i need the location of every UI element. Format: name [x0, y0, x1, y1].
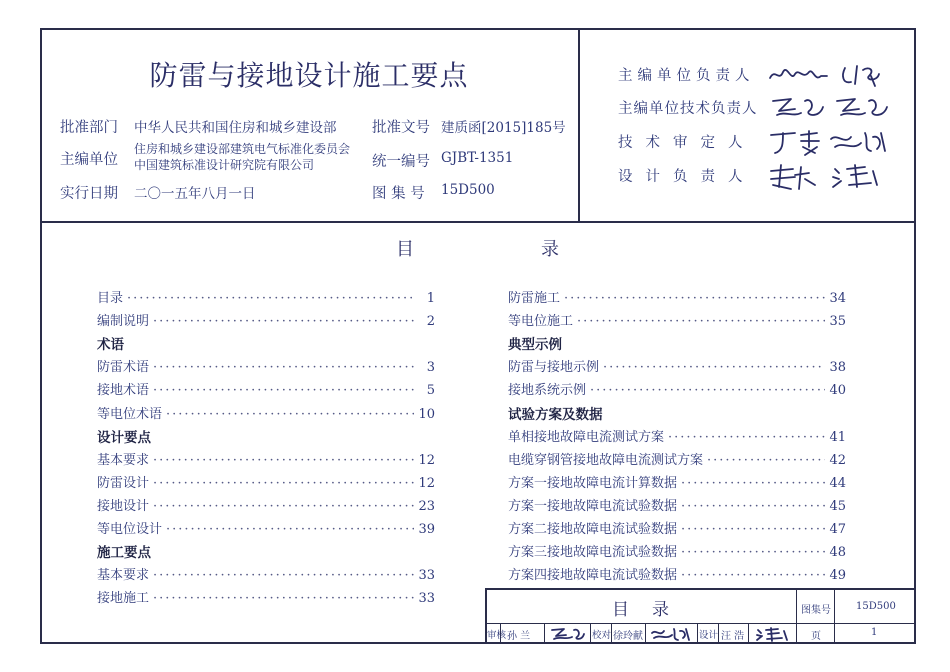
tb-sep: [697, 623, 698, 644]
toc-entry-page: 12: [418, 475, 435, 491]
toc-entry-label: 防雷设计: [97, 475, 150, 491]
toc-section-heading: 试验方案及数据: [508, 406, 603, 423]
toc-entry-label: 基本要求: [97, 568, 150, 584]
toc-section-heading: 术语: [97, 337, 124, 354]
tb-page-value: 1: [871, 627, 878, 638]
toc-leader-dots: [153, 383, 415, 398]
toc-section-heading: 典型示例: [508, 337, 562, 354]
tb-check-signature: [648, 625, 696, 643]
toc-entry-label: 单相接地故障电流测试方案: [508, 429, 665, 445]
approval-doc-value: 建质函[2015]185号: [441, 120, 566, 136]
toc-entry[interactable]: [97, 356, 435, 374]
toc-entry[interactable]: [508, 356, 846, 374]
editor-value-line1: 住房和城乡建设部建筑电气标准化委员会: [134, 142, 351, 156]
tb-sep: [645, 623, 646, 644]
toc-entry[interactable]: [508, 310, 846, 328]
toc-entry-page: 12: [418, 452, 435, 468]
toc-leader-dots: [153, 476, 414, 491]
toc-entry[interactable]: [508, 541, 846, 559]
toc-entry[interactable]: [508, 518, 846, 536]
atlas-no-label: 图 集 号: [372, 186, 425, 202]
titleblock-mid-border: [485, 623, 916, 624]
approval-doc-label: 批准文号: [372, 120, 430, 136]
toc-entry-page: 48: [829, 545, 846, 561]
tb-page-label: 页: [811, 631, 821, 642]
role-tech-reviewer: 技术审定人: [618, 135, 756, 151]
toc-entry-page: 1: [426, 291, 435, 306]
titleblock-divider-2: [834, 588, 835, 644]
signature-tech-reviewer: [765, 127, 895, 159]
toc-entry-label: 等电位施工: [508, 314, 574, 330]
editor-label: 主编单位: [60, 152, 118, 168]
toc-entry[interactable]: [508, 379, 846, 397]
titleblock-title-left: 目: [612, 600, 629, 620]
approval-dept-value: 中华人民共和国住房和城乡建设部: [134, 120, 337, 136]
page-title: 防雷与接地设计施工要点: [149, 59, 469, 92]
toc-entry-label: 方案二接地故障电流试验数据: [508, 522, 678, 537]
toc-entry-label: 等电位设计: [97, 522, 163, 537]
header-divider-horizontal: [40, 221, 916, 223]
toc-entry-page: 40: [829, 383, 846, 399]
toc-entry-page: 42: [829, 452, 846, 468]
toc-leader-dots: [668, 430, 825, 445]
tb-design-signature: [754, 625, 794, 643]
tb-design-name: 汪 浩: [721, 631, 745, 642]
toc-entry-label: 防雷施工: [508, 291, 561, 306]
toc-entry-label: 防雷与接地示例: [508, 360, 600, 376]
toc-entry[interactable]: [97, 287, 435, 305]
toc-entry-page: 3: [426, 360, 435, 376]
toc-entry-page: 5: [426, 383, 435, 399]
toc-entry[interactable]: [508, 449, 846, 467]
toc-entry[interactable]: [508, 472, 846, 490]
toc-leader-dots: [153, 499, 414, 514]
editor-value-line2: 中国建筑标准设计研究院有限公司: [134, 158, 315, 172]
toc-entry-page: 38: [829, 360, 846, 376]
toc-leader-dots: [153, 591, 414, 606]
toc-entry[interactable]: [508, 426, 846, 444]
role-chief-unit-leader: 主编单位负责人: [618, 68, 755, 84]
toc-heading-right: 录: [541, 239, 559, 260]
toc-entry-page: 34: [829, 291, 846, 306]
approval-dept-label: 批准部门: [60, 120, 118, 136]
tb-sep: [590, 623, 591, 644]
toc-leader-dots: [681, 499, 825, 514]
toc-entry[interactable]: [97, 449, 435, 467]
toc-heading-left: 目: [396, 239, 414, 260]
toc-entry-label: 接地施工: [97, 591, 150, 607]
toc-leader-dots: [577, 314, 825, 329]
toc-entry-label: 方案一接地故障电流试验数据: [508, 498, 678, 514]
toc-entry-page: 47: [829, 522, 846, 537]
unified-no-value: GJBT-1351: [441, 150, 514, 166]
tb-check-label: 校对: [592, 630, 612, 641]
tb-review-name: 孙 兰: [507, 631, 531, 642]
signature-chief-unit-tech-leader: [765, 93, 895, 125]
toc-leader-dots: [564, 291, 825, 306]
titleblock-atlas-label: 图集号: [801, 605, 831, 616]
toc-entry-page: 23: [418, 498, 435, 514]
toc-entry-page: 35: [829, 314, 846, 330]
toc-leader-dots: [590, 383, 825, 398]
toc-entry-label: 接地设计: [97, 498, 150, 514]
toc-entry[interactable]: [97, 564, 435, 582]
titleblock-title-right: 录: [652, 600, 669, 620]
toc-leader-dots: [681, 476, 825, 491]
toc-leader-dots: [153, 360, 415, 375]
toc-leader-dots: [127, 291, 415, 306]
toc-entry-page: 44: [829, 475, 846, 491]
toc-leader-dots: [681, 522, 825, 537]
toc-entry[interactable]: [97, 403, 435, 421]
tb-review-label: 审核: [487, 630, 507, 641]
toc-entry-page: 41: [829, 429, 846, 445]
toc-leader-dots: [707, 453, 825, 468]
toc-entry-label: 编制说明: [97, 314, 150, 330]
toc-entry-label: 方案四接地故障电流试验数据: [508, 568, 678, 584]
toc-leader-dots: [166, 522, 414, 537]
toc-entry[interactable]: [97, 379, 435, 397]
tb-sep: [544, 623, 545, 644]
effective-date-value: 二〇一五年八月一日: [134, 186, 256, 202]
toc-entry-label: 电缆穿钢管接地故障电流测试方案: [508, 452, 704, 468]
toc-entry-label: 防雷术语: [97, 360, 150, 376]
toc-leader-dots: [153, 568, 414, 583]
toc-entry[interactable]: [97, 495, 435, 513]
toc-entry-page: 10: [418, 406, 435, 422]
tb-design-label: 设计: [699, 630, 719, 641]
toc-section-heading: 施工要点: [97, 545, 151, 562]
titleblock-top-border: [485, 588, 916, 590]
toc-entry[interactable]: [97, 472, 435, 490]
toc-entry-page: 49: [829, 568, 846, 584]
toc-leader-dots: [153, 453, 414, 468]
toc-entry[interactable]: [508, 495, 846, 513]
tb-check-name: 徐玲献: [613, 631, 643, 642]
atlas-no-value: 15D500: [441, 182, 495, 198]
toc-leader-dots: [681, 545, 825, 560]
tb-sep: [748, 623, 749, 644]
toc-entry[interactable]: [508, 564, 846, 582]
toc-leader-dots: [166, 407, 414, 422]
unified-no-label: 统一编号: [372, 154, 430, 170]
effective-date-label: 实行日期: [60, 186, 118, 202]
toc-entry-label: 接地系统示例: [508, 383, 587, 399]
toc-entry-page: 45: [829, 498, 846, 514]
toc-entry[interactable]: [97, 518, 435, 536]
tb-review-signature: [548, 625, 588, 643]
toc-entry-page: 2: [426, 314, 435, 330]
toc-leader-dots: [603, 360, 825, 375]
tb-sep: [611, 623, 612, 644]
signature-chief-unit-leader: [765, 60, 895, 90]
toc-entry-page: 33: [418, 591, 435, 607]
toc-entry-label: 方案三接地故障电流试验数据: [508, 545, 678, 561]
toc-leader-dots: [153, 314, 415, 329]
toc-section-heading: 设计要点: [97, 429, 151, 446]
titleblock-divider-1: [796, 588, 797, 644]
toc-entry-label: 方案一接地故障电流计算数据: [508, 475, 678, 491]
toc-entry[interactable]: [97, 310, 435, 328]
toc-entry-label: 目录: [97, 291, 124, 306]
signature-design-leader: [765, 161, 895, 193]
role-chief-unit-tech-leader: 主编单位技术负责人: [618, 101, 758, 117]
toc-entry-label: 基本要求: [97, 452, 150, 468]
toc-entry-label: 等电位术语: [97, 406, 163, 422]
toc-entry-page: 33: [418, 568, 435, 584]
header-divider-vertical: [578, 28, 580, 222]
toc-entry-page: 39: [418, 522, 435, 537]
titleblock-atlas-value: 15D500: [856, 601, 896, 612]
role-design-leader: 设计负责人: [618, 169, 756, 185]
toc-entry[interactable]: [97, 587, 435, 605]
toc-leader-dots: [681, 568, 825, 583]
toc-entry[interactable]: [508, 287, 846, 305]
tb-sep: [718, 623, 719, 644]
toc-entry-label: 接地术语: [97, 383, 150, 399]
